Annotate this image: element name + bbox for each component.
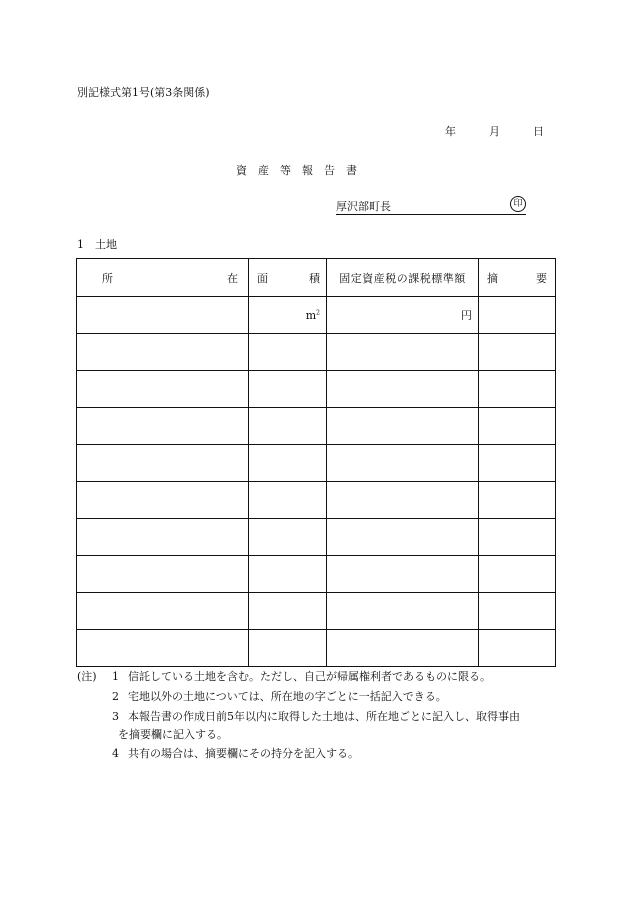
- cell-remarks: [479, 408, 556, 445]
- cell-remarks: [479, 593, 556, 630]
- table-row: [77, 519, 556, 556]
- date-day: 日: [533, 125, 544, 138]
- seal-mark: 印: [510, 196, 526, 212]
- date-month: 月: [489, 125, 500, 138]
- cell-location: [77, 482, 249, 519]
- cell-tax-base: [327, 593, 479, 630]
- header-location: 所 在: [77, 259, 249, 297]
- header-area: 面 積: [249, 259, 327, 297]
- table-row: [77, 445, 556, 482]
- cell-area: [249, 630, 327, 667]
- table-row: [77, 297, 556, 334]
- cell-tax-base: [327, 556, 479, 593]
- notes-heading: (注): [77, 670, 97, 683]
- cell-location: [77, 519, 249, 556]
- cell-remarks: [479, 556, 556, 593]
- form-number: 別記様式第1号(第3条関係): [77, 86, 210, 99]
- cell-tax-base: [327, 334, 479, 371]
- cell-area: $m^2$: [249, 297, 327, 334]
- cell-remarks: [479, 371, 556, 408]
- cell-remarks: [479, 482, 556, 519]
- cell-location: [77, 371, 249, 408]
- cell-location: [77, 630, 249, 667]
- note-item: 1 信託している土地を含む。ただし、自己が帰属権利者であるものに限る。: [112, 670, 491, 683]
- table-row: [77, 593, 556, 630]
- cell-area: [249, 593, 327, 630]
- header-tax-base: 固定資産税の課税標準額: [327, 259, 479, 297]
- date-year: 年: [445, 125, 456, 138]
- cell-remarks: [479, 519, 556, 556]
- date-line: [445, 123, 544, 139]
- cell-location: [77, 334, 249, 371]
- cell-tax-base: [327, 445, 479, 482]
- cell-area: [249, 482, 327, 519]
- cell-area: [249, 371, 327, 408]
- table-row: [77, 482, 556, 519]
- cell-remarks: [479, 334, 556, 371]
- table-header-row: [77, 259, 556, 297]
- cell-tax-base: [327, 482, 479, 519]
- header-remarks: 摘 要: [479, 259, 556, 297]
- cell-tax-base: [327, 630, 479, 667]
- cell-tax-base: [327, 371, 479, 408]
- cell-area: [249, 445, 327, 482]
- table-row: [77, 408, 556, 445]
- table-row: [77, 556, 556, 593]
- section-title: 1 土地: [77, 238, 117, 251]
- note-item: 4 共有の場合は、摘要欄にその持分を記入する。: [112, 747, 359, 760]
- cell-location: [77, 556, 249, 593]
- table-row: [77, 334, 556, 371]
- cell-tax-base: [327, 519, 479, 556]
- note-item: 2 宅地以外の土地については、所在地の字ごとに一括記入できる。: [112, 690, 447, 703]
- cell-area: [249, 556, 327, 593]
- cell-area: [249, 334, 327, 371]
- table-row: [77, 371, 556, 408]
- cell-location: [77, 408, 249, 445]
- cell-location: [77, 297, 249, 334]
- cell-location: [77, 445, 249, 482]
- cell-remarks: [479, 630, 556, 667]
- document-title: 資産等報告書: [236, 164, 368, 177]
- recipient-line: [336, 196, 526, 215]
- cell-remarks: [479, 297, 556, 334]
- cell-tax-base: [327, 408, 479, 445]
- note-item-continuation: を摘要欄に記入する。: [118, 728, 228, 741]
- cell-remarks: [479, 445, 556, 482]
- recipient-label: 厚沢部町長: [336, 200, 391, 213]
- note-item: 3 本報告書の作成日前5年以内に取得した土地は、所在地ごとに記入し、取得事由: [112, 710, 520, 723]
- table-row: [77, 630, 556, 667]
- cell-area: [249, 519, 327, 556]
- cell-area: [249, 408, 327, 445]
- cell-location: [77, 593, 249, 630]
- cell-tax-base: 円: [327, 297, 479, 334]
- land-table: [76, 258, 556, 667]
